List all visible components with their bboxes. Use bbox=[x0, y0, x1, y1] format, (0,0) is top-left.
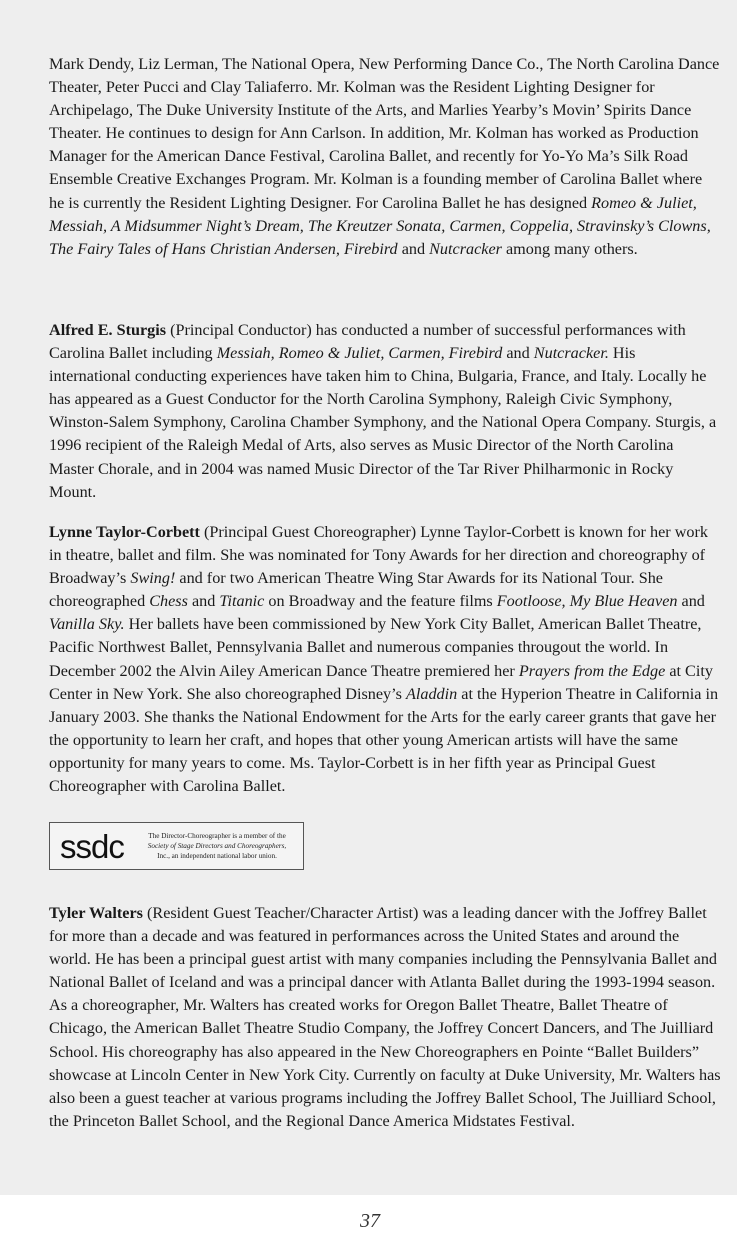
bio-text: Her ballets have been commissioned by New York City Ballet, American Ballet Theatre, Pacific Northwest Ballet, Pennsylvania Ballet and numerous companies througout the world. In December 2002 the Alvin Ailey American Dance Theatre premiered her bbox=[49, 615, 702, 680]
bio-text: Mark Dendy, Liz Lerman, The National Opera, New Performing Dance Co., The North Carolina Dance Theater, Peter Pucci and Clay Taliaferro. Mr. Kolman was the Resident Lighting Designer for Archipelago, The Duke University Institute of the Arts, and Marlies Yearby’s Movin’ Spirits Dance Theater. He continues to design for Ann Carlson. In addition, Mr. Kolman has worked as Production Manager for the American Dance Festival, Carolina Ballet, and recently for Yo-Yo Ma’s Silk Road Ensemble Creative Exchanges Program. Mr. Kolman is a founding member of Carolina Ballet where he is currently the Resident Lighting Designer. For Carolina Ballet he has designed bbox=[49, 55, 720, 212]
work-titles: Romeo & Juliet, Messiah, A Midsummer Night’s Dream, The Kreutzer Sonata, Carmen, Coppelia, Stravinsky’s Clowns, The Fairy Tales of Hans Christian Andersen, Firebird bbox=[49, 193, 711, 258]
ssdc-note-line: Society of Stage Directors and Choreographers, bbox=[147, 842, 287, 850]
work-titles: Footloose, My Blue Heaven bbox=[496, 592, 678, 611]
bio-text: (Principal Guest Choreographer) Lynne Taylor-Corbett is known for her work in theatre, ballet and film. She was nominated for Tony Awards for her direction and choreography of Broadway’s bbox=[49, 523, 708, 588]
bio-text: and bbox=[677, 592, 705, 611]
work-title: Nutcracker. bbox=[533, 344, 609, 363]
bio-taylor-corbett-text bbox=[49, 521, 721, 798]
bio-walters bbox=[49, 902, 721, 1133]
bio-kolman-text bbox=[49, 53, 721, 261]
person-name: Lynne Taylor-Corbett bbox=[49, 523, 200, 541]
ssdc-note-line: The Director-Choreographer is a member of the bbox=[148, 832, 286, 840]
work-titles: Messiah, Romeo & Juliet, Carmen, Firebird bbox=[216, 344, 503, 363]
bio-text: on Broadway and the feature films bbox=[264, 592, 497, 611]
bio-walters-text bbox=[49, 902, 721, 1133]
bio-kolman bbox=[49, 53, 721, 261]
page-number: 37 bbox=[360, 1210, 380, 1232]
bio-text: (Principal Conductor) has conducted a number of successful performances with Carolina Ballet including bbox=[49, 321, 686, 363]
bio-text: and for two American Theatre Wing Star Awards for its National Tour. She choreographed bbox=[49, 569, 663, 611]
bio-text: and bbox=[187, 592, 220, 611]
work-title: Vanilla Sky. bbox=[49, 615, 125, 634]
bio-text: (Resident Guest Teacher/Character Artist) was a leading dancer with the Joffrey Ballet for more than a decade and was featured in performances across the United States and around the world. He has been a principal guest artist with many companies including the Pennsylvania Ballet and National Ballet of Iceland and was a principal dancer with Atlanta Ballet during the 1993-1994 season. As a choreographer, Mr. Walters has created works for Oregon Ballet Theatre, Ballet Theatre of Chicago, the American Ballet Theatre Studio Company, the Joffrey Concert Dancers, and The Juilliard School. His choreography has also appeared in the New Choreographers en Pointe “Ballet Builders” showcase at Lincoln Center in New York City. Currently on faculty at Duke University, Mr. Walters has also been a guest teacher at various programs including the Joffrey Ballet School, The Juilliard School, the Princeton Ballet School, and the Regional Dance America Midstates Festival. bbox=[49, 904, 721, 1130]
ssdc-note-line: Inc., an independent national labor union. bbox=[157, 852, 277, 860]
work-title: Titanic bbox=[219, 592, 265, 611]
bio-text: at the Hyperion Theatre in California in January 2003. She thanks the National Endowment for the Arts for the early career grants that gave her the opportunity to learn her craft, and hopes that other young American artists will have the same opportunity for many years to come. Ms. Taylor-Corbett is in her fifth year as Principal Guest Choreographer with Carolina Ballet. bbox=[49, 684, 719, 796]
bio-text: at City Center in New York. She also choreographed Disney’s bbox=[49, 661, 713, 703]
person-name: Tyler Walters bbox=[49, 904, 143, 922]
bio-text: and bbox=[397, 239, 430, 258]
bio-text: His international conducting experiences have taken him to China, Bulgaria, France, and Italy. Locally he has appeared as a Guest Conductor for the North Carolina Symphony, Raleigh Civic Symphony, Winston-Salem Symphony, Carolina Chamber Symphony, and the National Opera Company. Sturgis, a 1996 recipient of the Raleigh Medal of Arts, also serves as Music Director of the North Carolina Master Chorale, and in 2004 was named Music Director of the Tar River Philharmonic in Rocky Mount. bbox=[49, 344, 717, 501]
work-title: Aladdin bbox=[405, 684, 458, 703]
bio-text: and bbox=[502, 344, 534, 363]
work-title: Prayers from the Edge bbox=[518, 661, 666, 680]
ssdc-union-notice bbox=[49, 822, 304, 870]
work-title: Chess bbox=[149, 592, 188, 611]
bio-sturgis-text bbox=[49, 319, 721, 504]
person-name: Alfred E. Sturgis bbox=[49, 321, 167, 339]
ssdc-logo: ssdc bbox=[60, 827, 124, 865]
bio-text: among many others. bbox=[501, 239, 638, 258]
work-title: Swing! bbox=[130, 569, 176, 588]
bio-taylor-corbett bbox=[49, 521, 721, 798]
work-title: Nutcracker bbox=[429, 239, 502, 258]
ssdc-note bbox=[132, 831, 302, 861]
bio-sturgis bbox=[49, 319, 721, 504]
